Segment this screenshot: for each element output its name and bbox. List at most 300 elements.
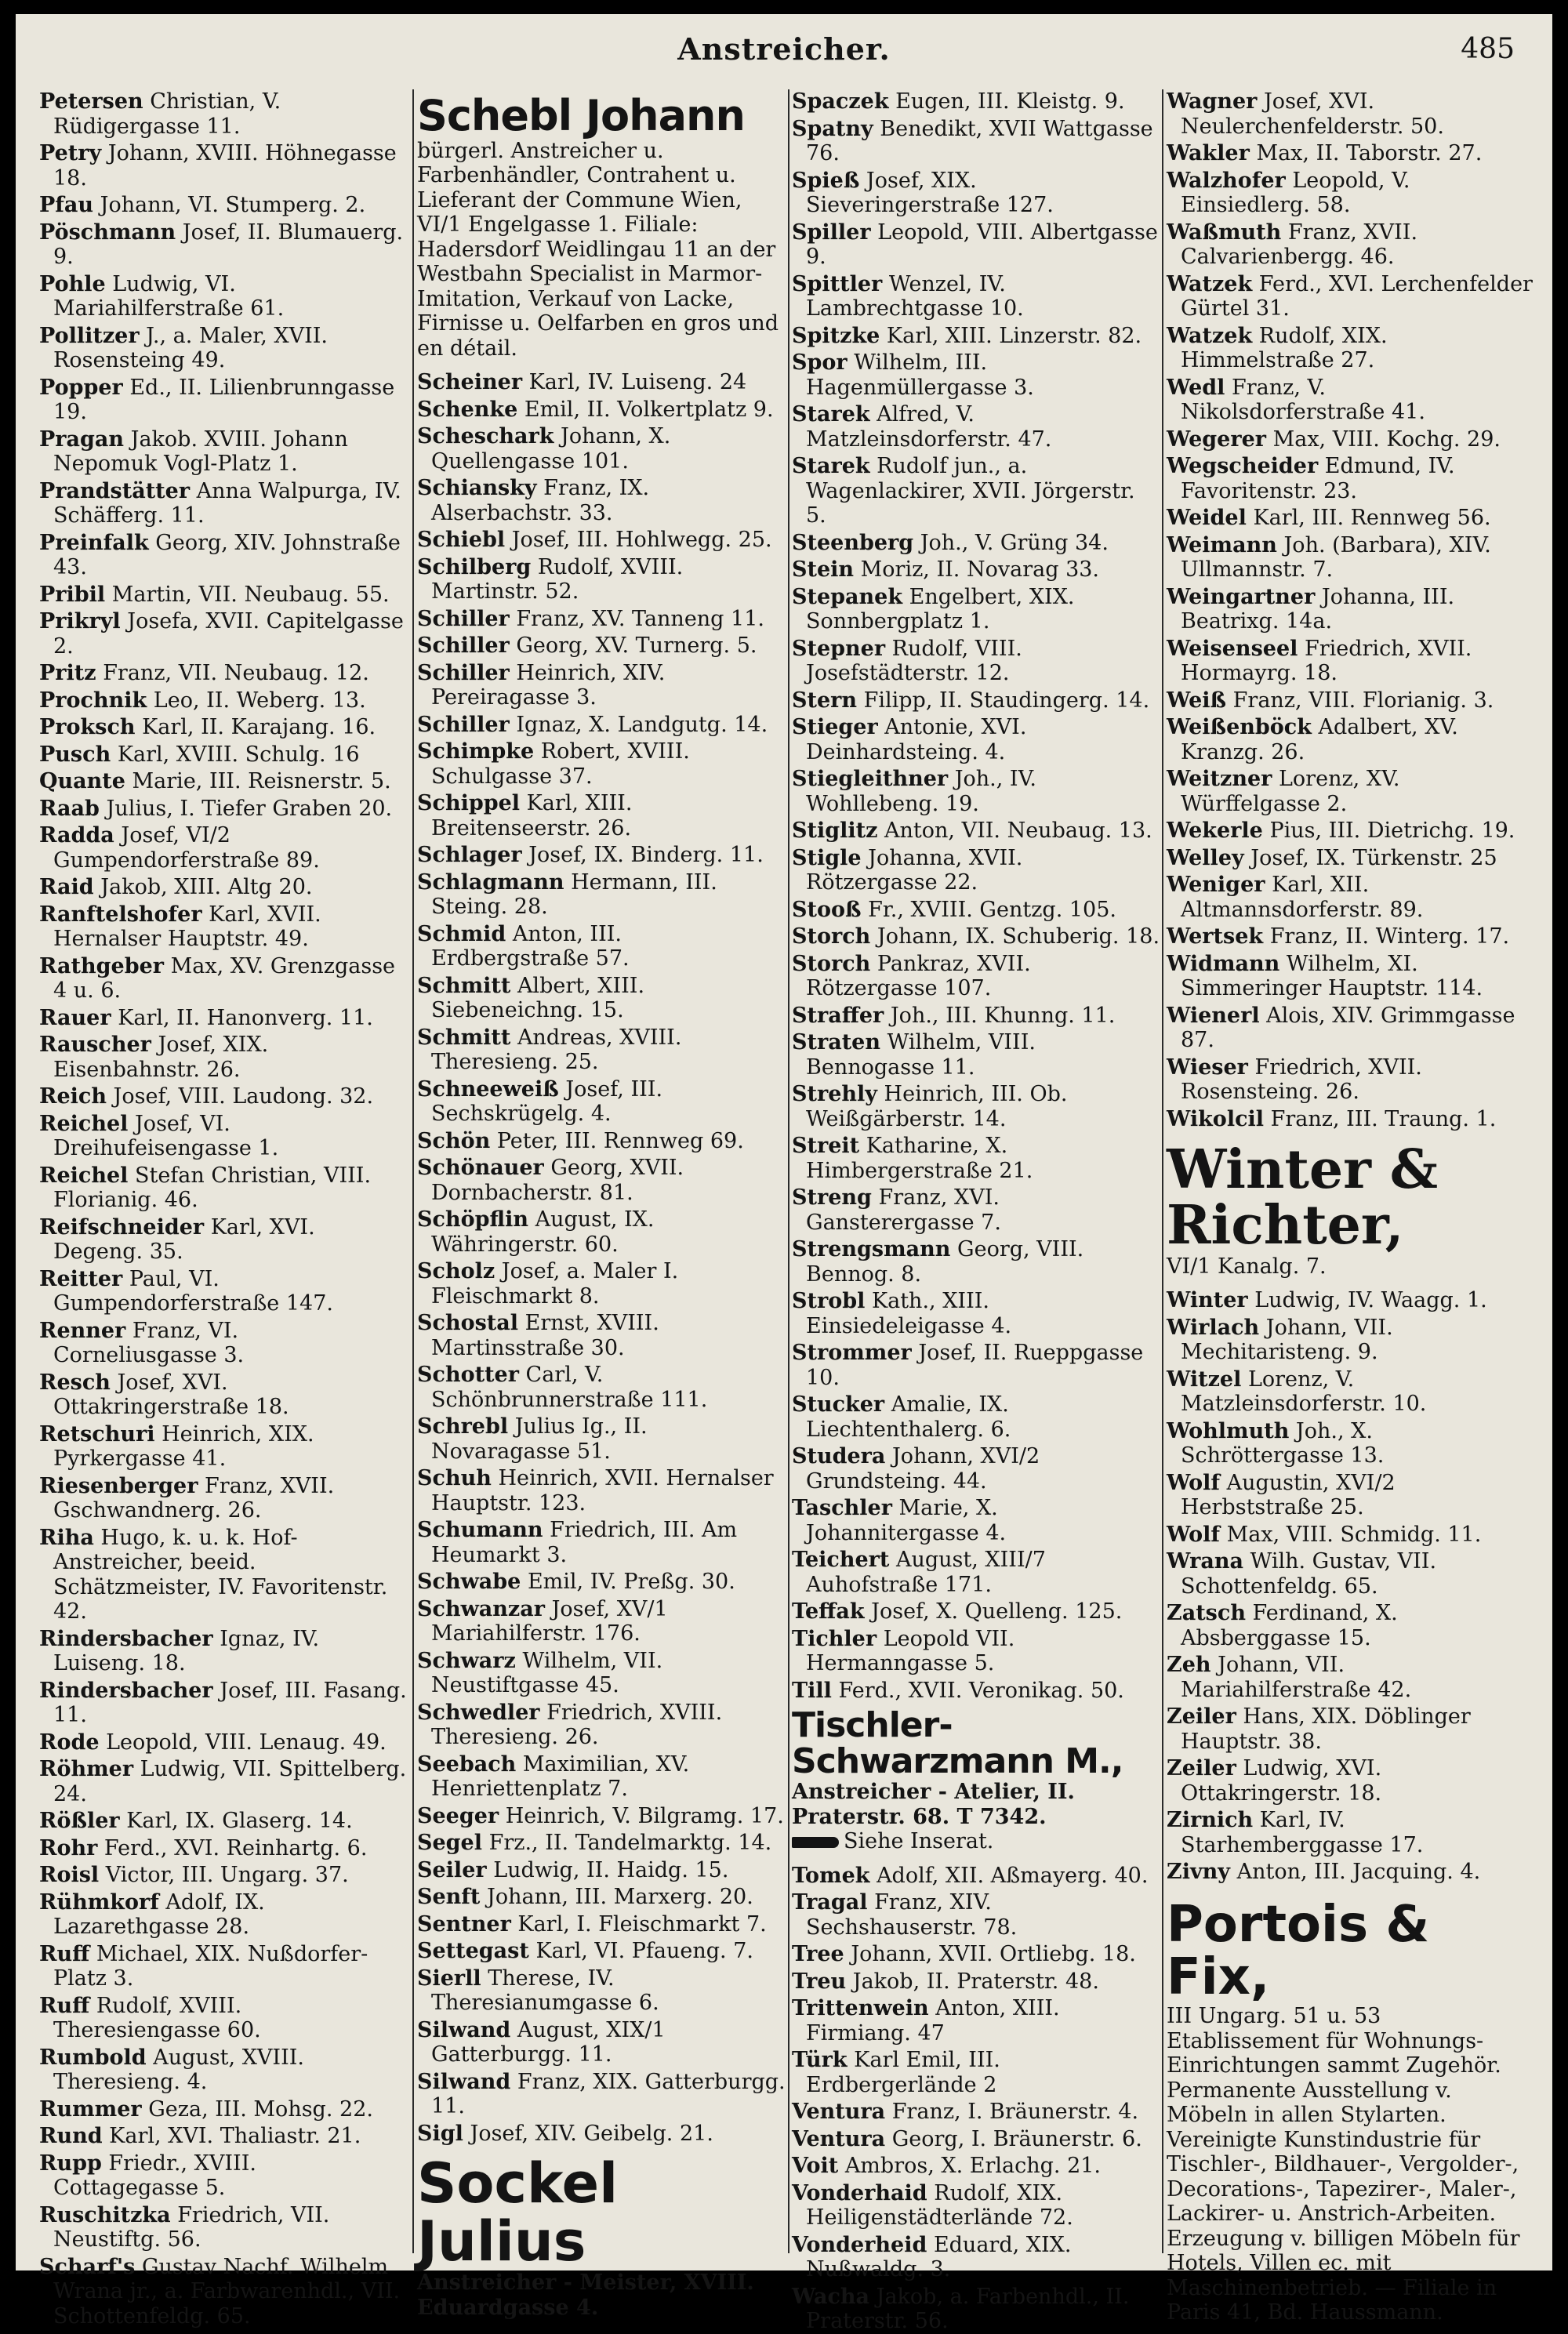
entry-details: Wilhelm, VII. Neustiftgasse 45.	[431, 1648, 663, 1698]
entry-name: Zirnich	[1167, 1808, 1254, 1833]
entry-details: Heinrich, XIV. Pereiragasse 3.	[431, 660, 666, 710]
ad-title: Winter & Richter,	[1167, 1138, 1439, 1258]
entry-details: Edmund, IV. Favoritenstr. 23.	[1181, 454, 1455, 503]
entry-name: Schwedler	[417, 1700, 540, 1725]
entry-name: Spitzke	[792, 323, 880, 348]
entry-details: Josef, XIX. Eisenbahnstr. 26.	[53, 1033, 269, 1082]
entry-details: Friedrich, XVII. Hormayrg. 18.	[1181, 636, 1472, 685]
directory-entry	[417, 843, 786, 868]
entry-name: Starek	[792, 454, 870, 478]
directory-entry	[39, 1267, 408, 1316]
entry-name: Walzhofer	[1167, 168, 1286, 193]
entry-name: Rühmkorf	[39, 1889, 159, 1915]
entry-name: Wohlmuth	[1167, 1418, 1290, 1443]
entry-name: Stern	[792, 688, 858, 713]
entry-details: Josefa, XVII. Capitelgasse 2.	[53, 609, 404, 659]
directory-entry	[1167, 1471, 1535, 1520]
directory-entry	[792, 1679, 1160, 1704]
directory-entry	[39, 1809, 408, 1834]
entry-name: Pohle	[39, 271, 106, 296]
entry-name: Rupp	[39, 2151, 102, 2176]
directory-entry	[39, 2097, 408, 2122]
entry-name: Spatny	[792, 116, 873, 141]
ad-title: Portois & Fix,	[1167, 1895, 1430, 2006]
entry-details: Georg, XIV. Johnstraße 43.	[53, 530, 401, 579]
entry-details: August, XIII/7 Auhofstraße 171.	[806, 1548, 1046, 1597]
directory-entry	[417, 397, 786, 423]
entry-details: Heinrich, III. Ob. Weißgärberstr. 14.	[806, 1082, 1068, 1131]
entry-name: Türk	[792, 2048, 848, 2073]
entry-name: Retschuri	[39, 1421, 155, 1446]
directory-entry	[1167, 1107, 1535, 1132]
entry-name: Wekerle	[1167, 819, 1263, 843]
column-divider	[412, 89, 414, 2253]
entry-name: Schostal	[417, 1311, 519, 1336]
entry-details: Josef, III. Fasang. 11.	[53, 1678, 407, 1727]
directory-entry	[39, 1836, 408, 1861]
entry-details: Ludwig, VI. Mariahilferstraße 61.	[53, 271, 285, 321]
entry-details: Franz, VI. Corneliusgasse 3.	[53, 1318, 245, 1367]
entry-name: Ventura	[792, 2100, 886, 2125]
directory-entry	[792, 1185, 1160, 1235]
directory-entry	[39, 1006, 408, 1031]
directory-entry	[792, 454, 1160, 528]
column-4	[1167, 89, 1535, 2325]
directory-entry	[1167, 585, 1535, 634]
directory-entry	[417, 1363, 786, 1412]
entry-name: Scharf's	[39, 2254, 136, 2279]
directory-entry	[417, 1414, 786, 1464]
entry-name: Watzek	[1167, 323, 1253, 348]
directory-entry	[792, 1392, 1160, 1442]
entry-name: Winter	[1167, 1288, 1248, 1313]
directory-entry	[1167, 89, 1535, 139]
entry-name: Ranftelshofer	[39, 902, 202, 927]
entry-name: Schöpflin	[417, 1207, 528, 1232]
directory-entry	[1167, 767, 1535, 816]
entry-name: Weiß	[1167, 688, 1227, 713]
entry-details: Ferd., XVI. Reinhartg. 6.	[103, 1835, 368, 1860]
entry-name: Rund	[39, 2124, 103, 2148]
entry-details: August, XIX/1 Gatterburgg. 11.	[431, 2017, 666, 2067]
directory-entry	[792, 2154, 1160, 2179]
column-1	[39, 89, 408, 2329]
entry-details: Johann, XVII. Ortliebg. 18.	[851, 1942, 1136, 1967]
entry-name: Till	[792, 1678, 832, 1703]
entry-details: Kath., XIII. Einsiedeleigasse 4.	[806, 1289, 1012, 1338]
entry-details: Rudolf jun., a. Wagenlackirer, XVII. Jörgerstr. 5.	[806, 454, 1135, 528]
directory-entry	[417, 633, 786, 659]
directory-entry	[39, 902, 408, 952]
directory-entry	[417, 791, 786, 840]
directory-entry	[792, 819, 1160, 844]
entry-details: Karl, IV. Starhemberggasse 17.	[1181, 1808, 1424, 1857]
directory-entry	[417, 1259, 786, 1309]
entry-name: Wirlach	[1167, 1315, 1260, 1340]
entry-name: Schimpke	[417, 739, 535, 764]
entry-name: Roisl	[39, 1863, 100, 1887]
entry-details: Wenzel, IV. Lambrechtgasse 10.	[806, 271, 1024, 321]
entry-details: Christian, V. Rüdigergasse 11.	[53, 89, 281, 139]
directory-entry	[417, 1207, 786, 1257]
entry-name: Welley	[1167, 845, 1244, 870]
entry-name: Resch	[39, 1370, 111, 1395]
directory-entry	[39, 2045, 408, 2095]
entry-details: Max, VIII. Schmidg. 11.	[1226, 1522, 1482, 1547]
directory-entry	[1167, 1004, 1535, 1053]
entry-name: Weisenseel	[1167, 636, 1298, 661]
entry-details: Georg, I. Bräunerstr. 6.	[891, 2126, 1142, 2151]
directory-entry	[792, 272, 1160, 321]
entry-details: Ernst, XVIII. Martinsstraße 30.	[431, 1311, 659, 1360]
entry-details: Jakob, II. Praterstr. 48.	[852, 1969, 1099, 1994]
entry-name: Schönauer	[417, 1156, 544, 1181]
directory-entry	[1167, 715, 1535, 764]
entry-details: Franz, XIV. Sechshauserstr. 78.	[806, 1890, 1018, 1940]
directory-entry	[792, 402, 1160, 452]
entry-details: Josef, VI. Dreihufeisengasse 1.	[53, 1111, 279, 1160]
entry-name: Rode	[39, 1730, 100, 1755]
directory-entry	[1167, 141, 1535, 166]
entry-details: Stefan Christian, VIII. Florianig. 46.	[53, 1163, 372, 1212]
entry-name: Wienerl	[1167, 1003, 1260, 1028]
directory-entry	[39, 1474, 408, 1523]
entry-name: Schiebl	[417, 528, 506, 553]
entry-name: Spaczek	[792, 89, 889, 114]
entry-details: Leopold VII. Hermanngasse 5.	[806, 1626, 1015, 1675]
entry-name: Reichel	[39, 1111, 129, 1136]
ad-title: Schebl Johann	[417, 91, 745, 140]
directory-entry	[417, 1966, 786, 2016]
entry-details: Karl, VI. Pfaueng. 7.	[535, 1939, 753, 1964]
directory-entry	[417, 1466, 786, 1515]
directory-entry	[792, 1030, 1160, 1080]
entry-name: Stooß	[792, 897, 862, 922]
directory-entry	[792, 952, 1160, 1001]
directory-entry	[39, 272, 408, 321]
directory-entry	[1167, 533, 1535, 583]
entry-details: Johann, X. Quellengasse 101.	[431, 424, 671, 474]
directory-entry	[39, 797, 408, 822]
entry-name: Schilberg	[417, 554, 532, 579]
entry-details: Filipp, II. Staudingerg. 14.	[863, 688, 1150, 713]
directory-entry	[1167, 1055, 1535, 1105]
entry-details: Friedrich, VII. Neustiftg. 56.	[53, 2202, 330, 2252]
directory-entry	[417, 1752, 786, 1802]
entry-name: Petry	[39, 141, 102, 165]
entry-name: Radda	[39, 823, 114, 848]
entry-details: Franz, III. Traung. 1.	[1270, 1106, 1497, 1131]
directory-entry	[39, 1627, 408, 1676]
entry-name: Rindersbacher	[39, 1678, 213, 1703]
entry-details: Paul, VI. Gumpendorferstraße 147.	[53, 1266, 333, 1316]
entry-name: Popper	[39, 375, 123, 400]
directory-entry	[417, 713, 786, 738]
entry-name: Trittenwein	[792, 1996, 929, 2021]
entry-details: Jakob. XVIII. Johann Nepomuk Vogl-Platz 1.	[53, 427, 348, 476]
entry-details: Karl, IX. Glaserg. 14.	[126, 1809, 353, 1833]
directory-entry	[792, 1341, 1160, 1390]
directory-entry	[39, 875, 408, 900]
directory-entry	[1167, 1419, 1535, 1468]
entry-name: Tichler	[792, 1626, 877, 1651]
entry-details: Franz, I. Bräunerstr. 4.	[891, 2100, 1139, 2125]
entry-details: Franz, V. Nikolsdorferstraße 41.	[1181, 375, 1425, 424]
entry-details: Pius, III. Dietrichg. 19.	[1269, 819, 1515, 843]
entry-details: Jakob, XIII. Altg 20.	[100, 875, 313, 899]
entry-name: Zeiler	[1167, 1704, 1236, 1730]
entry-name: Schneeweiß	[417, 1076, 559, 1102]
entry-details: Albert, XIII. Siebeneichng. 15.	[431, 973, 645, 1023]
entry-details: Karl, XVII. Hernalser Hauptstr. 49.	[53, 902, 321, 951]
directory-entry	[417, 370, 786, 395]
entry-name: Schmitt	[417, 973, 511, 998]
directory-entry	[1167, 427, 1535, 452]
entry-name: Zeiler	[1167, 1756, 1236, 1781]
directory-entry	[792, 1864, 1160, 1889]
directory-entry	[1167, 1860, 1535, 1885]
entry-name: Schmitt	[417, 1025, 511, 1050]
directory-entry	[1167, 1808, 1535, 1857]
entry-name: Spieß	[792, 168, 860, 193]
entry-name: Steenberg	[792, 530, 914, 555]
entry-name: Wagner	[1167, 89, 1258, 114]
entry-details: Moriz, II. Novarag 33.	[860, 557, 1100, 582]
entry-details: Therese, IV. Theresianumgasse 6.	[431, 1966, 659, 2016]
directory-entry	[417, 555, 786, 604]
directory-entry	[1167, 1756, 1535, 1806]
entry-name: Sentner	[417, 1911, 511, 1937]
directory-entry	[39, 688, 408, 713]
entry-name: Sierll	[417, 1966, 481, 1991]
directory-entry	[39, 479, 408, 528]
ad-text: Anstreicher - Atelier, II. Praterstr. 68. T 7342.	[792, 1780, 1075, 1829]
directory-entry	[417, 424, 786, 474]
entry-details: Franz, II. Winterg. 17.	[1269, 924, 1510, 949]
directory-entry	[417, 1939, 786, 1964]
directory-entry	[1167, 873, 1535, 922]
directory-entry	[792, 1496, 1160, 1545]
entry-details: Franz, VII. Neubaug. 12.	[103, 661, 369, 685]
entry-name: Witzel	[1167, 1367, 1242, 1392]
entry-name: Rumbold	[39, 2045, 147, 2070]
entry-name: Pusch	[39, 742, 111, 767]
entry-name: Schiller	[417, 660, 510, 685]
page-number: 485	[1461, 33, 1515, 65]
entry-name: Weidel	[1167, 506, 1247, 530]
entry-details: August, XVIII. Theresieng. 4.	[53, 2045, 304, 2094]
entry-details: Karl, XIII. Breitenseerstr. 26.	[431, 791, 633, 840]
entry-name: Ruschitzka	[39, 2202, 171, 2227]
entry-details: Max, II. Taborstr. 27.	[1256, 141, 1483, 165]
entry-details: Rudolf, XIX. Heiligenstädterlände 72.	[806, 2180, 1073, 2231]
entry-name: Strobl	[792, 1289, 866, 1313]
directory-entry	[792, 688, 1160, 713]
entry-name: Wikolcil	[1167, 1106, 1265, 1131]
directory-entry	[39, 1319, 408, 1368]
entry-name: Treu	[792, 1969, 847, 1994]
entry-details: Marie, X. Johannitergasse 4.	[806, 1496, 1007, 1545]
entry-name: Zivny	[1167, 1860, 1230, 1885]
entry-name: Scheschark	[417, 424, 554, 449]
entry-name: Rauer	[39, 1005, 111, 1030]
entry-name: Vonderhaid	[792, 2180, 927, 2205]
directory-entry	[39, 324, 408, 373]
page-header	[16, 31, 1552, 78]
entry-details: Ludwig, XVI. Ottakringerstr. 18.	[1181, 1756, 1382, 1806]
directory-entry	[1167, 846, 1535, 871]
directory-entry	[39, 220, 408, 270]
directory-entry	[417, 2018, 786, 2067]
entry-details: Wilhelm, VIII. Bennogasse 11.	[806, 1030, 1036, 1080]
directory-entry	[792, 557, 1160, 583]
directory-entry	[1167, 1549, 1535, 1599]
directory-entry	[792, 585, 1160, 634]
entry-details: Leo, II. Weberg. 13.	[153, 688, 366, 713]
directory-entry	[39, 715, 408, 740]
entry-name: Ruff	[39, 1993, 90, 2018]
ad-text: bürgerl. Anstreicher u. Farbenhändler, Contrahent u. Lieferant der Commune Wien, VI/1 Engelgasse 1. Filiale: Hadersdorf Weidlingau 11 an der Westbahn Specialist in Marmor-Imitation, Verkauf von Lacke, Firnisse u. Oelfarben en gros und en détail.	[417, 138, 779, 361]
directory-entry	[792, 1627, 1160, 1676]
entry-name: Sigl	[417, 2121, 463, 2146]
ad-text: III Ungarg. 51 u. 53 Etablissement für Wohnungs-Einrichtungen sammt Zugehör. Permanente Ausstellung v. Möbeln in allen Stylarten. Vereinigte Kunstindustrie für Tischler-, Bildhauer-, Vergolder-, Decorations-, Tapezirer-, Maler-, Lackirer- u. Anstrich-Arbeiten. Erzeugung v. billigen Möbeln für Hotels, Villen ec. mit Maschinenbetrieb. — Filiale in Paris 41, Bd. Haussmann.	[1167, 2004, 1520, 2325]
entry-name: Tomek	[792, 1863, 870, 1888]
directory-entry	[417, 607, 786, 632]
entry-name: Segel	[417, 1831, 482, 1856]
entry-name: Stein	[792, 557, 855, 582]
entry-details: Jakob, a. Farbenhdl., II. Praterstr. 56.	[806, 2284, 1130, 2334]
entry-details: Friedr., XVIII. Cottagegasse 5.	[53, 2151, 256, 2200]
entry-details: Michael, XIX. Nußdorfer-Platz 3.	[53, 1941, 368, 1991]
entry-name: Stepanek	[792, 584, 903, 609]
entry-details: Josef, II. Rueppgasse 10.	[806, 1341, 1144, 1390]
entry-name: Prochnik	[39, 688, 147, 713]
entry-name: Schlagmann	[417, 869, 564, 895]
entry-details: Johann, XVI/2 Grundsteing. 44.	[806, 1444, 1040, 1494]
entry-details: Frz., II. Tandelmarktg. 14.	[488, 1831, 772, 1856]
entry-details: Johann, VII. Mariahilferstraße 42.	[1181, 1653, 1412, 1702]
entry-name: Waßmuth	[1167, 220, 1282, 245]
entry-details: Josef, II. Blumauerg. 9.	[53, 220, 404, 269]
entry-details: Rudolf, VIII. Josefstädterstr. 12.	[806, 636, 1022, 685]
entry-details: Max, XV. Grenzgasse 4 u. 6.	[53, 953, 396, 1003]
entry-name: Raid	[39, 875, 94, 899]
directory-entry	[39, 1757, 408, 1806]
directory-entry	[417, 1025, 786, 1075]
entry-details: Julius, I. Tiefer Graben 20.	[106, 796, 393, 821]
entry-details: Karl, XVIII. Schulg. 16	[117, 742, 360, 767]
entry-details: Franz, IX. Alserbachstr. 33.	[431, 476, 650, 525]
entry-details: Karl, XIII. Linzerstr. 82.	[886, 323, 1142, 348]
entry-name: Wedl	[1167, 375, 1225, 400]
directory-entry	[792, 2181, 1160, 2231]
entry-name: Zatsch	[1167, 1601, 1246, 1626]
entry-details: Karl, I. Fleischmarkt 7.	[517, 1911, 767, 1937]
entry-details: J., a. Maler, XVII. Rosensteing 49.	[53, 323, 328, 372]
directory-entry	[417, 1077, 786, 1127]
entry-name: Wegerer	[1167, 427, 1266, 452]
directory-entry	[417, 1518, 786, 1567]
directory-entry	[1167, 1288, 1535, 1313]
entry-name: Stepner	[792, 636, 886, 661]
entry-name: Spiller	[792, 220, 871, 245]
directory-entry	[792, 2048, 1160, 2097]
entry-details: Katharine, X. Himbergerstraße 21.	[806, 1134, 1033, 1183]
entry-details: Leopold, VIII. Albertgasse 9.	[806, 220, 1158, 269]
directory-entry	[39, 1163, 408, 1213]
entry-details: Josef, X. Quelleng. 125.	[871, 1599, 1123, 1624]
entry-details: Joh., X. Schröttergasse 13.	[1181, 1418, 1385, 1468]
entry-details: Maximilian, XV. Henriettenplatz 7.	[431, 1751, 690, 1802]
entry-name: Weitzner	[1167, 767, 1272, 791]
directory-entry	[39, 1033, 408, 1082]
directory-entry	[39, 2124, 408, 2149]
directory-entry	[792, 350, 1160, 400]
entry-name: Straten	[792, 1030, 880, 1054]
entry-name: Preinfalk	[39, 530, 149, 555]
directory-entry	[39, 531, 408, 580]
entry-name: Raab	[39, 796, 100, 821]
entry-details: Anton, III. Jacquing. 4.	[1236, 1860, 1481, 1885]
entry-details: August, IX. Währingerstr. 60.	[431, 1207, 655, 1257]
entry-details: Karl, II. Hanonverg. 11.	[118, 1005, 373, 1030]
directory-entry	[1167, 1316, 1535, 1365]
entry-details: Eugen, III. Kleistg. 9.	[895, 89, 1125, 114]
directory-entry	[417, 528, 786, 553]
entry-name: Schumann	[417, 1518, 543, 1543]
advertisement-portois-fix	[1167, 1895, 1535, 2325]
entry-details: Karl Emil, III. Erdbergerlände 2	[806, 2048, 1000, 2097]
directory-entry	[417, 974, 786, 1023]
directory-entry	[1167, 454, 1535, 503]
entry-name: Weißenböck	[1167, 715, 1312, 739]
directory-entry	[417, 2070, 786, 2119]
entry-details: Johanna, III. Beatrixg. 14a.	[1181, 584, 1455, 633]
directory-entry	[39, 954, 408, 1004]
entry-name: Straffer	[792, 1003, 884, 1028]
entry-details: Ludwig, VII. Spittelberg. 24.	[53, 1757, 407, 1806]
directory-entry	[1167, 688, 1535, 713]
directory-entry	[417, 1649, 786, 1698]
directory-entry	[39, 769, 408, 794]
entry-details: Josef, VIII. Laudong. 32.	[113, 1084, 374, 1109]
entry-details: Adolf, IX. Lazarethgasse 28.	[53, 1889, 265, 1939]
entry-details: Johann, IX. Schuberig. 18.	[877, 924, 1160, 949]
directory-entry	[792, 324, 1160, 349]
entry-name: Wrana	[1167, 1549, 1243, 1574]
entry-name: Strehly	[792, 1082, 877, 1106]
entry-details: Ignaz, IV. Luiseng. 18.	[53, 1626, 320, 1675]
directory-entry	[792, 89, 1160, 114]
entry-details: Wilhelm, III. Hagenmüllergasse 3.	[806, 350, 1034, 400]
entry-details: Johann, XVIII. Höhnegasse 18.	[53, 141, 397, 191]
entry-name: Spor	[792, 350, 848, 375]
entry-name: Rummer	[39, 2096, 142, 2122]
entry-name: Prikryl	[39, 609, 121, 633]
entry-name: Schlager	[417, 843, 522, 868]
entry-details: Georg, XV. Turnerg. 5.	[516, 633, 757, 659]
entry-name: Voit	[792, 2154, 839, 2179]
entry-name: Schenke	[417, 397, 518, 422]
directory-entry	[1167, 924, 1535, 949]
entry-details: Karl, III. Rennweg 56.	[1253, 506, 1491, 530]
directory-entry	[39, 1863, 408, 1888]
entry-name: Scheiner	[417, 370, 523, 395]
entry-name: Pritz	[39, 661, 96, 685]
entry-details: Emil, IV. Preßg. 30.	[527, 1570, 735, 1595]
entry-name: Pollitzer	[39, 323, 140, 348]
entry-name: Stucker	[792, 1392, 885, 1417]
